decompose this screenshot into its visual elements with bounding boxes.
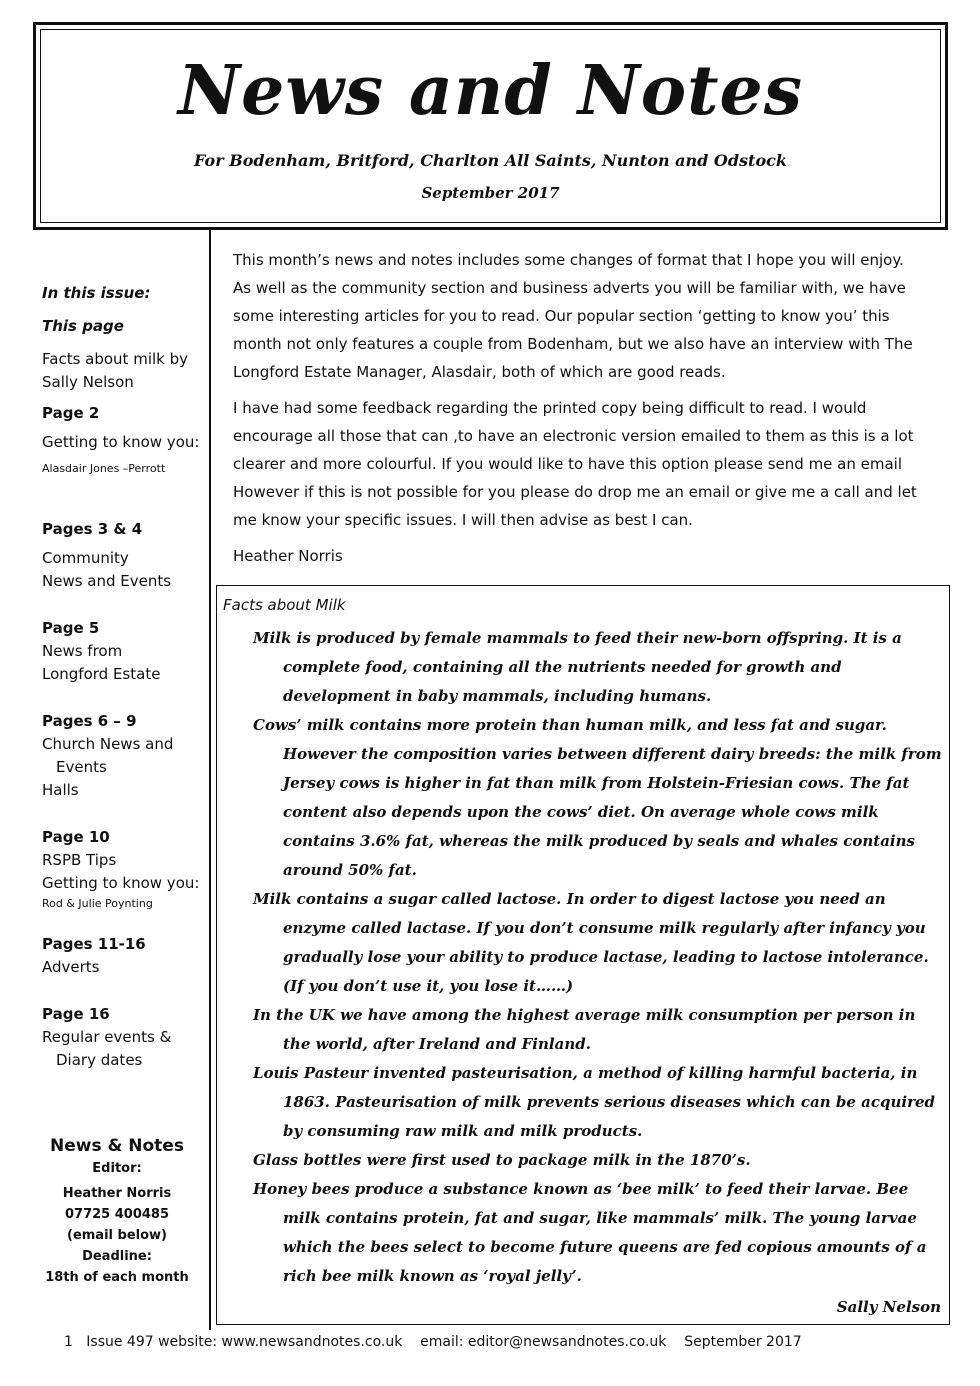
contents-page-10: Page 10 xyxy=(42,828,110,846)
contents-item: Halls xyxy=(42,781,79,799)
contents-item: News from xyxy=(42,642,123,660)
intro-paragraph: This month’s news and notes includes some changes of format that I hope you will enjoy. As well as the community section and business adverts you will be familiar with, we have some interesting articles for you to read. Our popular section ‘getting to know you’ this month not only features a couple from Bodenham, but we also have an interview with The Longford Estate Manager, Alasdair, both of which are good reads. xyxy=(233,251,913,381)
contents-item: Diary dates xyxy=(56,1051,143,1069)
contents-item-small: Alasdair Jones –Perrott xyxy=(42,462,166,475)
contents-page-16: Page 16 xyxy=(42,1005,110,1023)
contents-item: News and Events xyxy=(42,572,172,590)
milk-fact: Milk contains a sugar called lactose. In order to digest lactose you need an enzyme called lactase. If you don’t consume milk regularly after infancy you gradually lose your ability to produce lactase, leading to lactose intolerance. (If you don’t use it, you lose it……) xyxy=(253,890,929,995)
masthead xyxy=(33,22,948,230)
deadline-label: Deadline: xyxy=(82,1249,152,1264)
contents-item: Community xyxy=(42,549,129,567)
deadline-value: 18th of each month xyxy=(45,1270,189,1285)
editor-title: News & Notes xyxy=(50,1136,184,1156)
newsletter-date: September 2017 xyxy=(421,183,560,202)
contents-item: Getting to know you: xyxy=(42,874,200,892)
milk-fact: In the UK we have among the highest average milk consumption per person in the world, after Ireland and Finland. xyxy=(253,1006,916,1053)
masthead-inner-border xyxy=(40,29,941,223)
contents-pages-6-9: Pages 6 – 9 xyxy=(42,712,137,730)
editor-info xyxy=(42,1134,192,1288)
contents-item: Church News and xyxy=(42,735,174,753)
milk-facts-author: Sally Nelson xyxy=(836,1298,941,1316)
milk-facts-box xyxy=(216,585,950,1325)
contents-item: Longford Estate xyxy=(42,665,161,683)
editor-email-note: (email below) xyxy=(67,1228,167,1243)
milk-fact: Louis Pasteur invented pasteurisation, a method of killing harmful bacteria, in 1863. Pasteurisation of milk prevents serious diseases which can be acquired by consuming raw milk and milk products. xyxy=(253,1064,936,1140)
intro-signature: Heather Norris xyxy=(233,547,343,565)
newsletter-title: News and Notes xyxy=(177,51,804,131)
contents-item: Facts about milk by xyxy=(42,350,189,368)
contents-item-small: Rod & Julie Poynting xyxy=(42,897,153,910)
contents-this-page: This page xyxy=(42,317,124,335)
editor-name: Heather Norris xyxy=(62,1186,172,1201)
milk-fact: Milk is produced by female mammals to feed their new-born offspring. It is a complete food, containing all the nutrients needed for growth and development in baby mammals, including humans. xyxy=(253,629,902,705)
contents-heading: In this issue: xyxy=(42,284,151,302)
contents-pages-11-16: Pages 11-16 xyxy=(42,935,146,953)
contents-item: Getting to know you: xyxy=(42,433,200,451)
intro-paragraph: I have had some feedback regarding the printed copy being difficult to read. I would encourage all those that can ,to have an electronic version emailed to them as this is a lot clearer and more colourful. If you would like to have this option please send me an email However if this is not possible for you please do drop me an email or give me a call and let me know your specific issues. I will then advise as best I can. xyxy=(233,399,917,529)
milk-fact: Honey bees produce a substance known as ‘bee milk’ to feed their larvae. Bee milk contains protein, fat and sugar, like mammals’ milk. The young larvae which the bees select to become future queens are fed copious amounts of a rich bee milk known as ‘royal jelly’. xyxy=(253,1180,927,1285)
footer-text: Issue 497 website: www.newsandnotes.co.uk email: editor@newsandnotes.co.uk September 2017 xyxy=(86,1334,802,1350)
contents-page-5: Page 5 xyxy=(42,619,100,637)
contents-pages-3-4: Pages 3 & 4 xyxy=(42,520,143,538)
milk-facts-title: Facts about Milk xyxy=(223,596,346,614)
newsletter-subtitle: For Bodenham, Britford, Charlton All Saints, Nunton and Odstock xyxy=(194,150,787,170)
milk-fact: Cows’ milk contains more protein than human milk, and less fat and sugar. However the composition varies between different dairy breeds: the milk from Jersey cows is higher in fat than milk from Holstein-Friesian cows. The fat content also depends upon the cows’ diet. On average whole cows milk contains 3.6% fat, whereas the milk produced by seals and whales contains around 50% fat. xyxy=(253,716,942,879)
contents-item: Adverts xyxy=(42,958,100,976)
column-divider xyxy=(209,230,211,1330)
page-number: 1 xyxy=(64,1334,73,1350)
contents-item: RSPB Tips xyxy=(42,851,117,869)
editor-label: Editor: xyxy=(92,1161,142,1176)
editor-intro xyxy=(233,246,923,578)
milk-facts-list xyxy=(253,624,943,1291)
contents-item: Events xyxy=(56,758,107,776)
contents-sidebar xyxy=(42,282,207,1072)
contents-item: Sally Nelson xyxy=(42,373,134,391)
page-footer xyxy=(64,1334,802,1350)
milk-fact: Glass bottles were first used to package milk in the 1870’s. xyxy=(253,1151,751,1169)
contents-item: Regular events & xyxy=(42,1028,172,1046)
contents-page-2: Page 2 xyxy=(42,404,100,422)
editor-phone: 07725 400485 xyxy=(64,1207,170,1222)
